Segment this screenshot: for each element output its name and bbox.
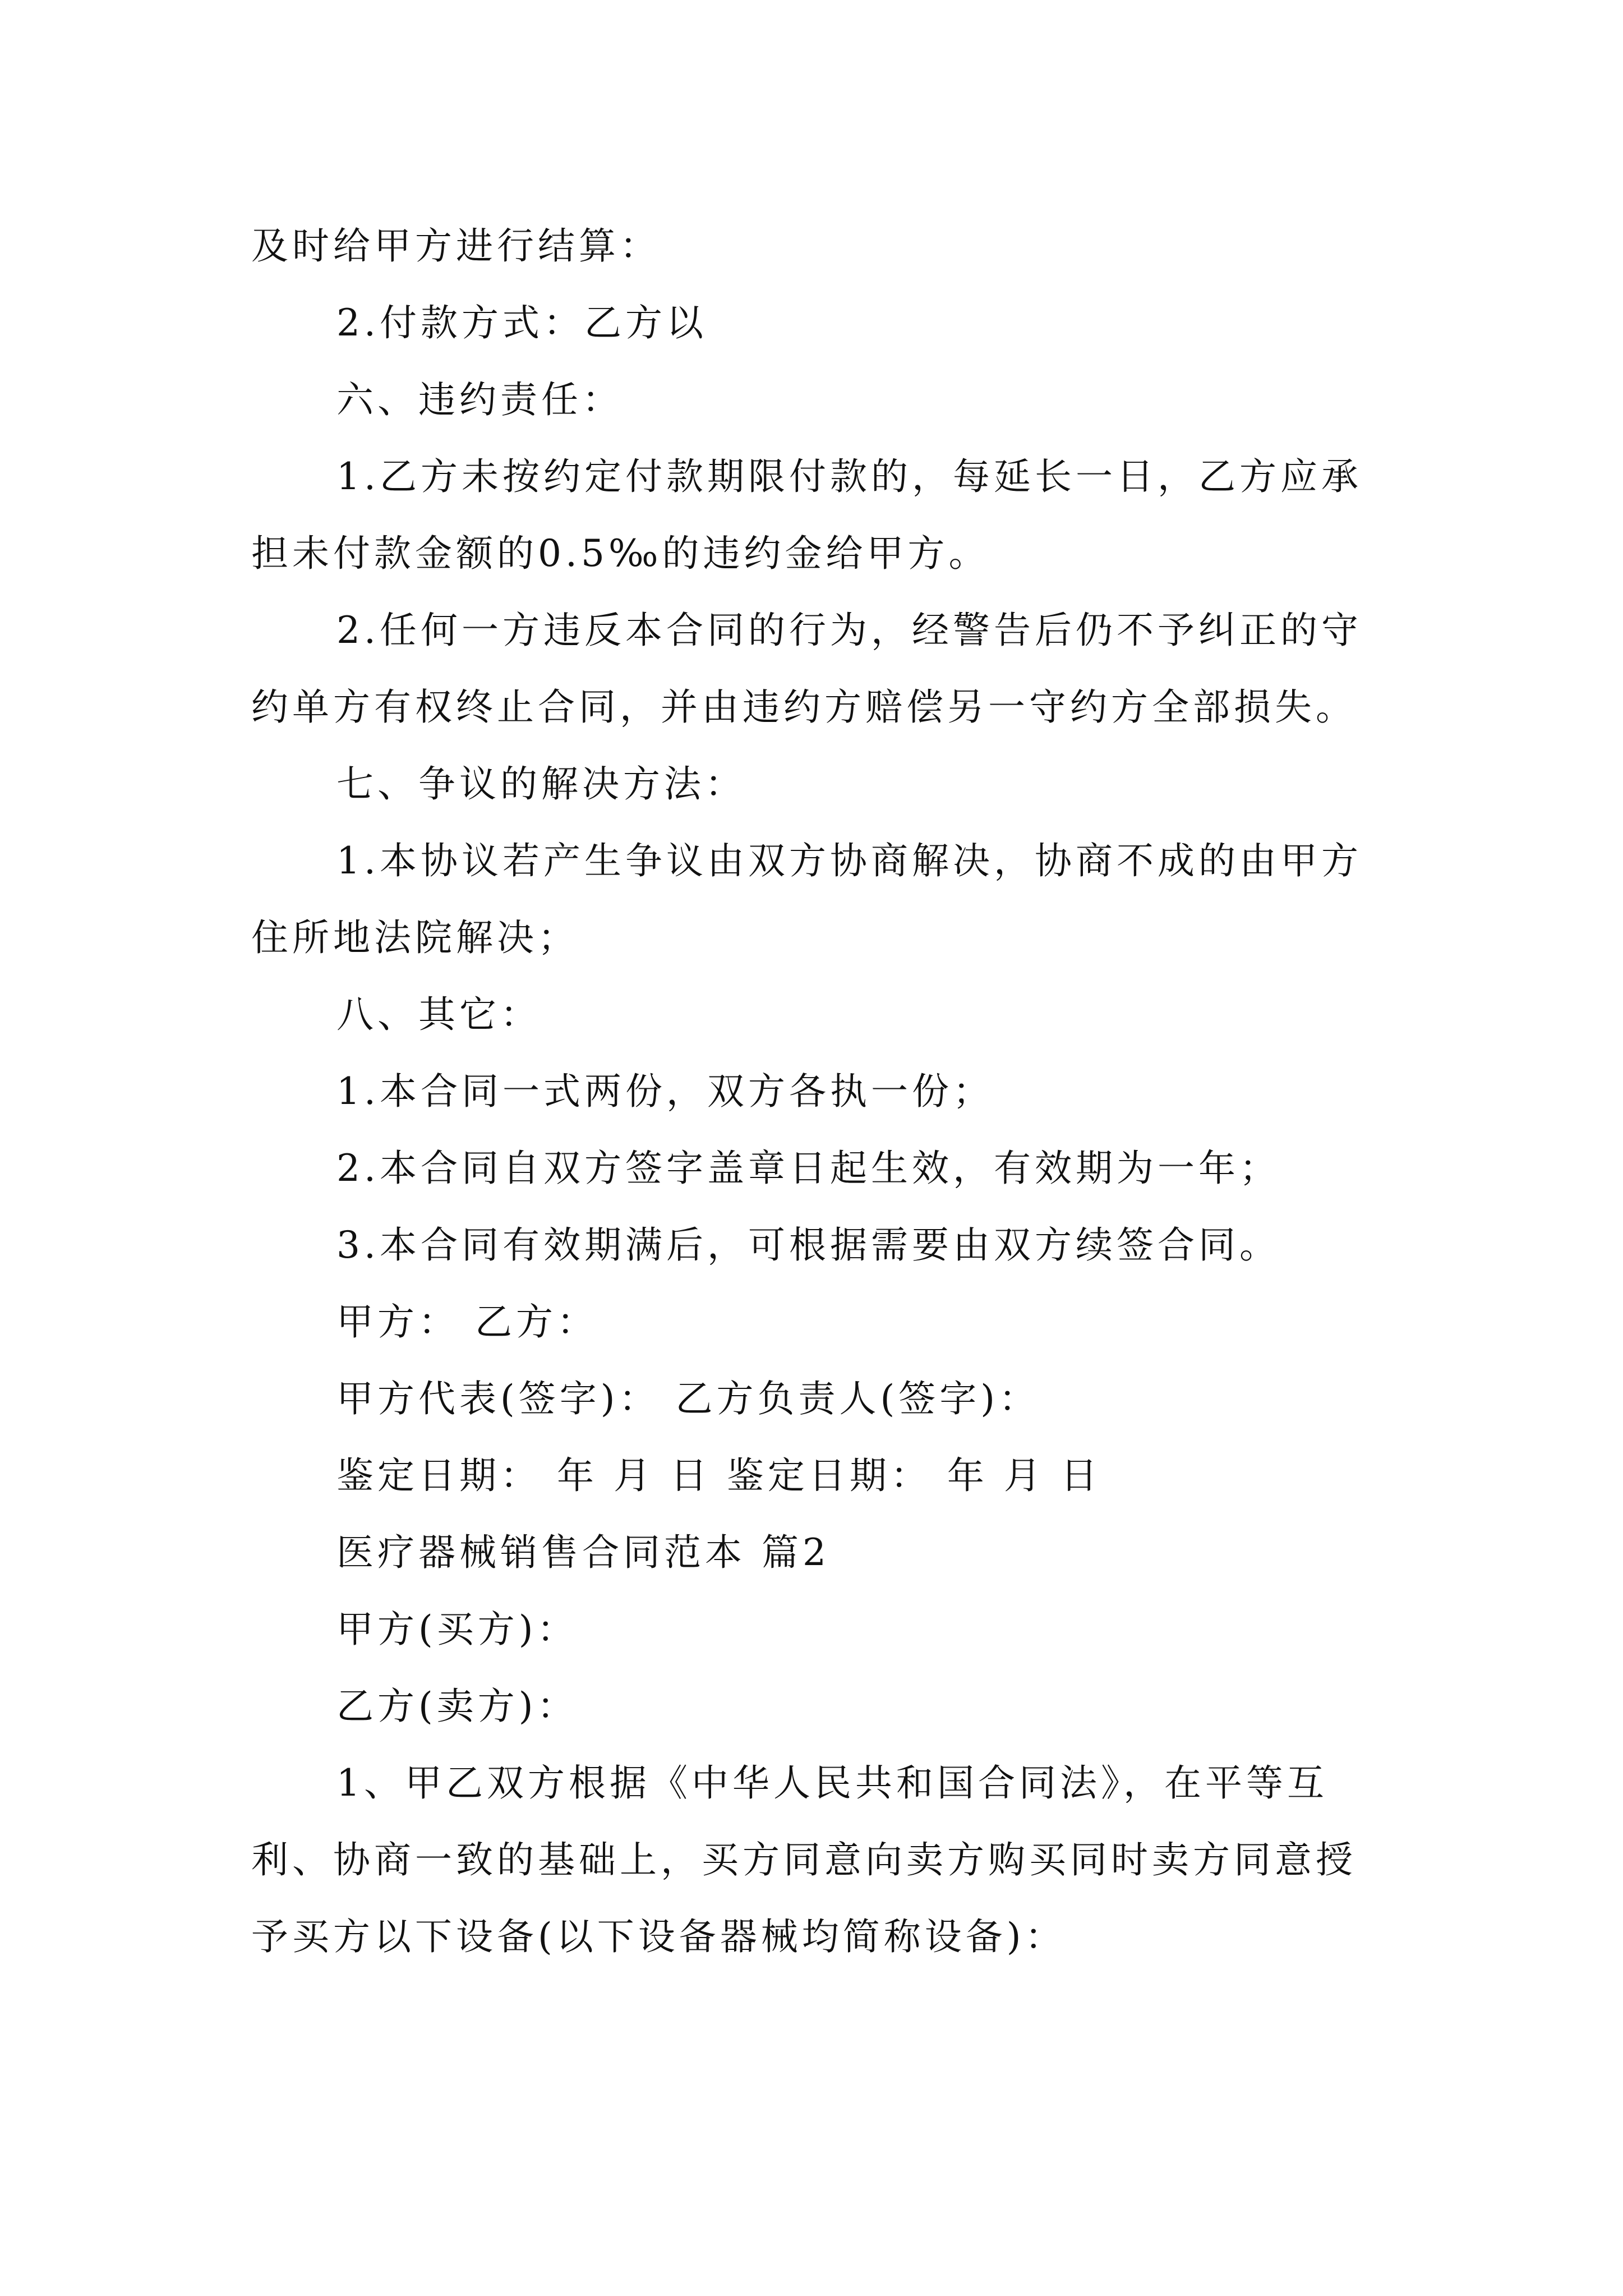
paragraph: 及时给甲方进行结算： bbox=[251, 224, 661, 268]
signature-parties-line: 甲方： 乙方： bbox=[336, 1300, 598, 1343]
party-a-line: 甲方(买方)： bbox=[336, 1608, 578, 1651]
contract-title: 医疗器械销售合同范本 篇2 bbox=[336, 1531, 830, 1574]
section-heading: 七、争议的解决方法： bbox=[336, 762, 746, 806]
paragraph: 1.本合同一式两份，双方各执一份； bbox=[336, 1070, 994, 1113]
section-heading: 八、其它： bbox=[336, 993, 541, 1036]
paragraph: 1、甲乙双方根据《中华人民共和国合同法》，在平等互利、协商一致的基础上，买方同意向卖方购买同时卖方同意授予买方以下设备(以下设备器械均简称设备)： bbox=[251, 1761, 1357, 1958]
signature-date-line: 鉴定日期： 年 月 日 鉴定日期： 年 月 日 bbox=[336, 1454, 1101, 1497]
document-body bbox=[251, 208, 1390, 1975]
section-heading: 六、违约责任： bbox=[336, 378, 623, 421]
paragraph: 1.本协议若产生争议由双方协商解决，协商不成的由甲方住所地法院解决； bbox=[251, 839, 1362, 959]
signature-representatives-line: 甲方代表(签字)： 乙方负责人(签字)： bbox=[336, 1377, 1040, 1420]
paragraph: 3.本合同有效期满后，可根据需要由双方续签合同。 bbox=[336, 1223, 1280, 1267]
party-b-line: 乙方(卖方)： bbox=[336, 1685, 578, 1728]
paragraph: 2.付款方式：乙方以 bbox=[336, 301, 707, 344]
paragraph: 2.本合同自双方签字盖章日起生效，有效期为一年； bbox=[336, 1147, 1280, 1190]
paragraph: 1.乙方未按约定付款期限付款的，每延长一日，乙方应承担未付款金额的0.5‰的违约金给甲方。 bbox=[251, 455, 1362, 575]
paragraph: 2.任何一方违反本合同的行为，经警告后仍不予纠正的守约单方有权终止合同，并由违约方赔偿另一守约方全部损失。 bbox=[251, 609, 1362, 729]
